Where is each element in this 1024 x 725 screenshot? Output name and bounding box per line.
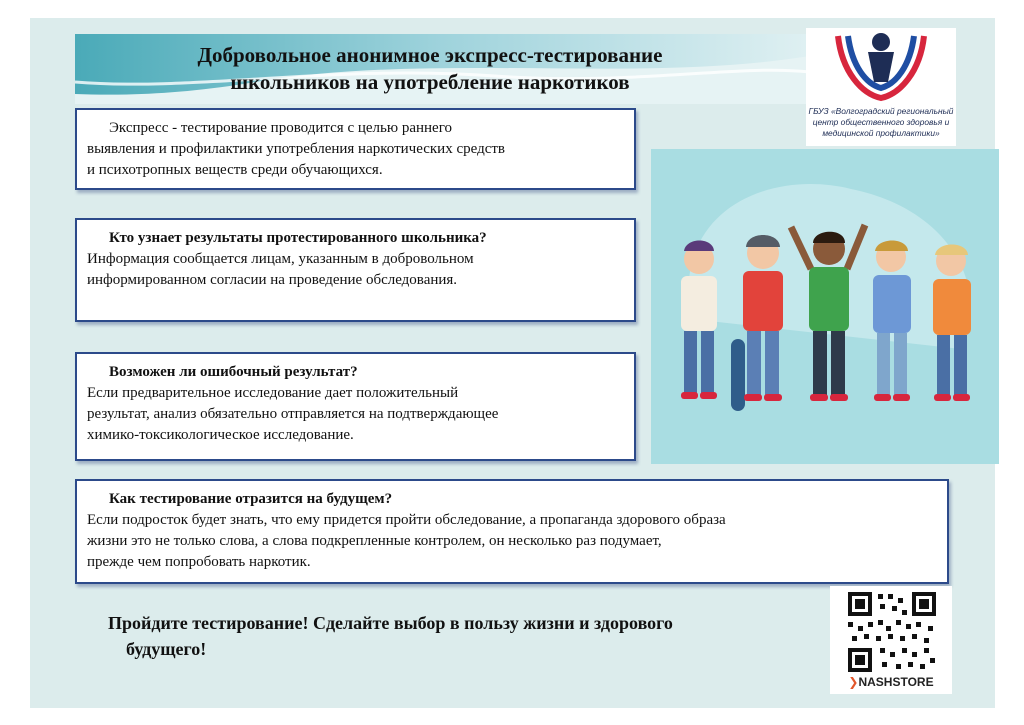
card-text-line: Информация сообщается лицам, указанным в добровольном	[87, 251, 474, 267]
qr-code-icon[interactable]	[840, 590, 942, 674]
store-label: ❯NASHSTORE	[848, 675, 934, 689]
info-card-future	[75, 479, 949, 584]
card-text-line: химико-токсикологическое исследование.	[87, 427, 354, 443]
nashstore-arrow-icon: ❯	[848, 675, 859, 689]
cta-line: Пройдите тестирование! Сделайте выбор в пользу жизни и здорового	[108, 613, 673, 633]
card-text-line: Экспресс - тестирование проводится с целью раннего	[109, 120, 452, 136]
card-text-line: жизни это не только слова, а слова подкрепленные контролем, он несколько раз подумает,	[87, 533, 662, 549]
qr-code-block[interactable]	[830, 586, 952, 694]
card-heading: Кто узнает результаты протестированного школьника?	[109, 230, 487, 246]
info-card-results	[75, 218, 636, 322]
card-heading: Возможен ли ошибочный результат?	[109, 364, 358, 380]
card-text-line: Если предварительное исследование дает положительный	[87, 385, 459, 401]
teenagers-group-illustration	[651, 149, 999, 464]
human-figure-logo-icon	[834, 32, 928, 104]
info-card-purpose	[75, 108, 636, 190]
card-text-line: выявления и профилактики употребления наркотических средств	[87, 141, 505, 157]
call-to-action	[108, 610, 808, 662]
card-text-line: Если подросток будет знать, что ему придется пройти обследование, а пропаганда здорового образа	[87, 512, 726, 528]
page-title: Добровольное анонимное экспресс-тестирование школьников на употребление наркотиков	[197, 43, 663, 94]
info-card-error	[75, 352, 636, 461]
organization-name: ГБУЗ «Волгоградский региональный центр общественного здоровья и медицинской профилактики»	[808, 106, 954, 138]
cta-line: будущего!	[126, 639, 207, 659]
card-text-line: прежде чем попробовать наркотик.	[87, 554, 311, 570]
card-text-line: информированном согласии на проведение обследования.	[87, 272, 458, 288]
organization-logo	[806, 28, 956, 146]
card-heading: Как тестирование отразится на будущем?	[109, 491, 393, 507]
card-text-line: результат, анализ обязательно отправляется на подтверждающее	[87, 406, 499, 422]
card-text-line: и психотропных веществ среди обучающихся.	[87, 162, 383, 178]
